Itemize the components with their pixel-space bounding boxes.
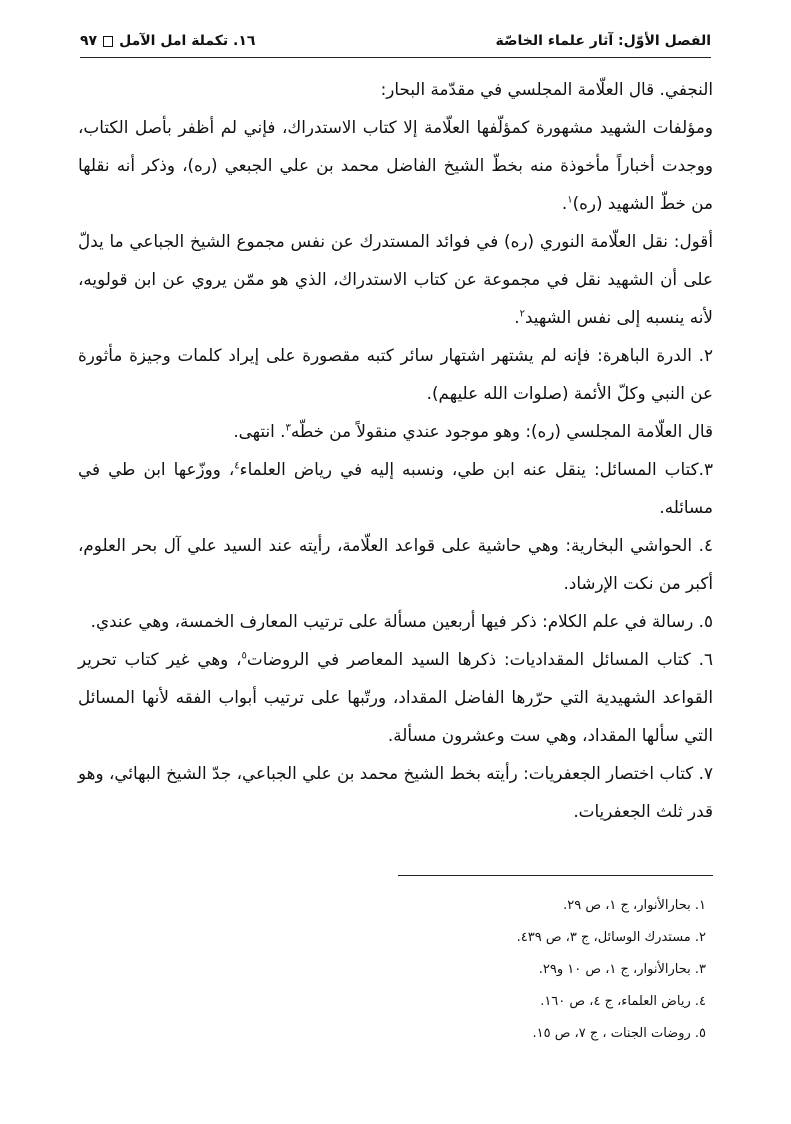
paragraph: قال العلّامة المجلسي (ره): وهو موجود عندي منقولاً من خطّه$^٣$. انتهى.	[233, 421, 713, 441]
footnote-ref: ١	[567, 194, 573, 206]
footnotes	[380, 890, 706, 1050]
paragraph: ٦. كتاب المسائل المقداديات: ذكرها السيد المعاصر في الروضات$^٥$، وهي غير كتاب تحرير القواعد الشهيدية التي حرّرها الفاضل المقداد، ورتّبها على ترتيب أبواب الفقه لأنها المسائل التي سألها المقداد، وهي ست وعشرون مسألة.	[78, 649, 713, 745]
main-text	[78, 70, 713, 830]
footnote-ref: ٥	[241, 650, 247, 662]
footnote: ٢. مستدرك الوسائل، ج ٣، ص ٤٣٩.	[516, 930, 706, 945]
footnote: ٤. رياض العلماء، ج ٤، ص ١٦٠.	[540, 994, 706, 1009]
footnote: ١. بحارالأنوار، ج ١، ص ٢٩.	[563, 898, 706, 913]
footnote-ref: ٣	[285, 422, 291, 434]
running-header	[80, 28, 711, 54]
footnote: ٣. بحارالأنوار، ج ١، ص ١٠ و٢٩.	[538, 962, 706, 977]
paragraph: ٤. الحواشي البخارية: وهي حاشية على قواعد العلّامة، رأيته عند السيد علي آل بحر العلوم، أكبر من نكت الإرشاد.	[78, 535, 713, 593]
page-number: ٩٧	[80, 33, 98, 49]
footnote-ref: ٢	[519, 308, 525, 320]
footnote-ref: ٤	[234, 460, 240, 472]
chapter-title: الفصل الأوّل: آثار علماء الخاصّة	[495, 33, 711, 49]
book-and-page	[80, 33, 255, 49]
square-ornament-icon	[103, 36, 113, 47]
paragraph: أقول: نقل العلّامة النوري (ره) في فوائد المستدرك عن نفس مجموع الشيخ الجباعي ما يدلّ على أن الشهيد نقل في مجموعة عن كتاب الاستدراك، الذي هو ممّن يروي عن ابن قولويه، لأنه ينسبه إلى نفس الشهيد$^٢$.	[78, 231, 713, 327]
paragraph: النجفي. قال العلّامة المجلسي في مقدّمة البحار:	[380, 79, 713, 99]
paragraph: ٣.كتاب المسائل: ينقل عنه ابن طي، ونسبه إليه في رياض العلماء$^٤$، ووزّعها ابن طي في مسائله.	[78, 459, 713, 517]
paragraph: ٥. رسالة في علم الكلام: ذكر فيها أربعين مسألة على ترتيب المعارف الخمسة، وهي عندي.	[90, 611, 713, 631]
paragraph: ٧. كتاب اختصار الجعفريات: رأيته بخط الشيخ محمد بن علي الجباعي، جدّ الشيخ البهائي، وهو قدر ثلث الجعفريات.	[78, 763, 713, 821]
header-rule	[80, 57, 711, 58]
book-title: ١٦. تكملة امل الآمل	[119, 33, 256, 49]
paragraph: ومؤلفات الشهيد مشهورة كمؤلّفها العلّامة إلا كتاب الاستدراك، فإني لم أظفر بأصل الكتاب، ووجدت أخباراً مأخوذة منه بخطّ الشيخ الفاضل محمد بن علي الجبعي (ره)، وذكر أنه نقلها من خطّ الشهيد (ره)$^١$.	[78, 117, 713, 213]
paragraph: ٢. الدرة الباهرة: فإنه لم يشتهر اشتهار سائر كتبه مقصورة على إيراد كلمات وجيزة مأثورة عن النبي وكلّ الأئمة (صلوات الله عليهم).	[78, 345, 713, 403]
footnote: ٥. روضات الجنات ، ج ٧، ص ١٥.	[532, 1026, 706, 1041]
footnote-rule	[398, 875, 713, 876]
